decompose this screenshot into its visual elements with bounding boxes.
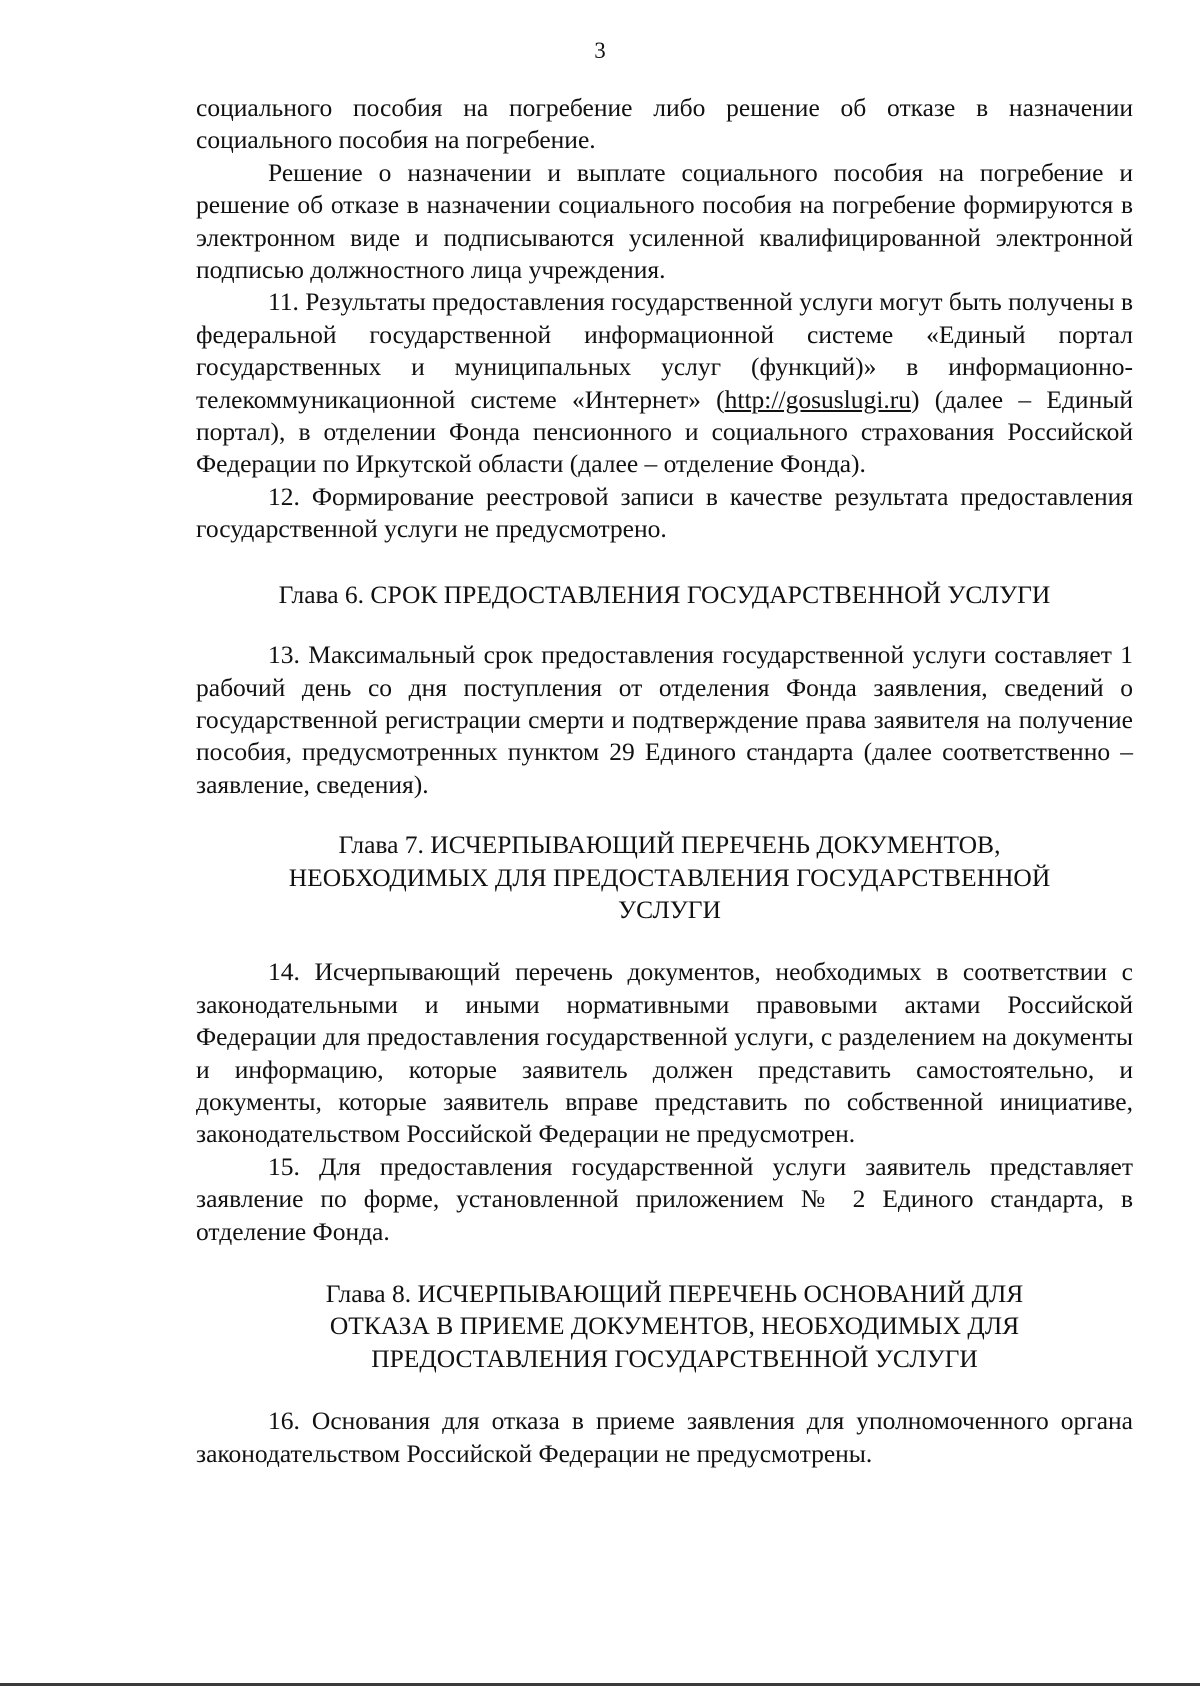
paragraph-continuation: социального пособия на погребение либо решение об отказе в назначении социального пособия на погребение. <box>196 93 1133 155</box>
chapter-7-heading-line-3: УСЛУГИ <box>618 894 721 924</box>
page-number: 3 <box>594 38 606 63</box>
document-body <box>196 92 1133 1470</box>
paragraph-12: 12. Формирование реестровой записи в качестве результата предоставления государственной услуги не предусмотрено. <box>196 481 1133 544</box>
paragraph-decision: Решение о назначении и выплате социального пособия на погребение и решение об отказе в назначении социального пособия на погребение формируются в электронном виде и подписываются усиленной квалифицированной электронной подписью должностного лица учреждения. <box>196 157 1133 285</box>
paragraph-13: 13. Максимальный срок предоставления государственной услуги составляет 1 рабочий день со дня поступления от отделения Фонда заявления, сведений о государственной регистрации смерти и подтверждение права заявителя на получение пособия, предусмотренных пунктом 29 Единого стандарта (далее соответственно – заявление, сведения). <box>196 640 1133 799</box>
chapter-8-heading-line-1: Глава 8. ИСЧЕРПЫВАЮЩИЙ ПЕРЕЧЕНЬ ОСНОВАНИЙ ДЛЯ <box>325 1279 1024 1308</box>
chapter-7-heading-line-2: НЕОБХОДИМЫХ ДЛЯ ПРЕДОСТАВЛЕНИЯ ГОСУДАРСТВЕННОЙ <box>288 862 1051 892</box>
chapter-8-heading-line-3: ПРЕДОСТАВЛЕНИЯ ГОСУДАРСТВЕННОЙ УСЛУГИ <box>371 1343 978 1373</box>
chapter-7-heading <box>196 829 1133 926</box>
chapter-8-heading-line-2: ОТКАЗА В ПРИЕМЕ ДОКУМЕНТОВ, НЕОБХОДИМЫХ ДЛЯ <box>329 1311 1020 1341</box>
paragraph-14: 14. Исчерпывающий перечень документов, необходимых в соответствии с законодательными и иными нормативными правовыми актами Российской Федерации для предоставления государственной услуги, с разделением на документы и информацию, которые заявитель должен представить самостоятельно, и документы, которые заявитель вправе представить по собственной инициативе, законодательством Российской Федерации не предусмотрен. <box>196 957 1133 1149</box>
chapter-7-heading-line-1: Глава 7. ИСЧЕРПЫВАЮЩИЙ ПЕРЕЧЕНЬ ДОКУМЕНТОВ, <box>338 830 1001 860</box>
paragraph-11-text-start: 11. Результаты предоставления государственной услуги могут быть получены в федеральной государственной информационной системе «Единый портал государственных и муниципальных услуг (функций)» в информационно-телекоммуникационной системе «Интернет» ( <box>196 287 1133 414</box>
chapter-6-heading: Глава 6. СРОК ПРЕДОСТАВЛЕНИЯ ГОСУДАРСТВЕННОЙ УСЛУГИ <box>278 579 1051 609</box>
paragraph-11 <box>196 286 1133 480</box>
paragraph-15: 15. Для предоставления государственной услуги заявитель представляет заявление по форме, установленной приложением № 2 Единого стандарта, в отделение Фонда. <box>196 1151 1133 1246</box>
paragraph-16: 16. Основания для отказа в приеме заявления для уполномоченного органа законодательством Российской Федерации не предусмотрены. <box>196 1406 1133 1468</box>
page-bottom-rule <box>0 1683 1200 1686</box>
paragraph-11-text-end: ) (далее – Единый портал), в отделении Фонда пенсионного и социального страхования Российской Федерации по Иркутской области (далее – отделение Фонда). <box>196 384 1134 479</box>
chapter-8-heading <box>196 1278 1133 1375</box>
gosuslugi-link[interactable]: http://gosuslugi.ru <box>724 384 911 414</box>
